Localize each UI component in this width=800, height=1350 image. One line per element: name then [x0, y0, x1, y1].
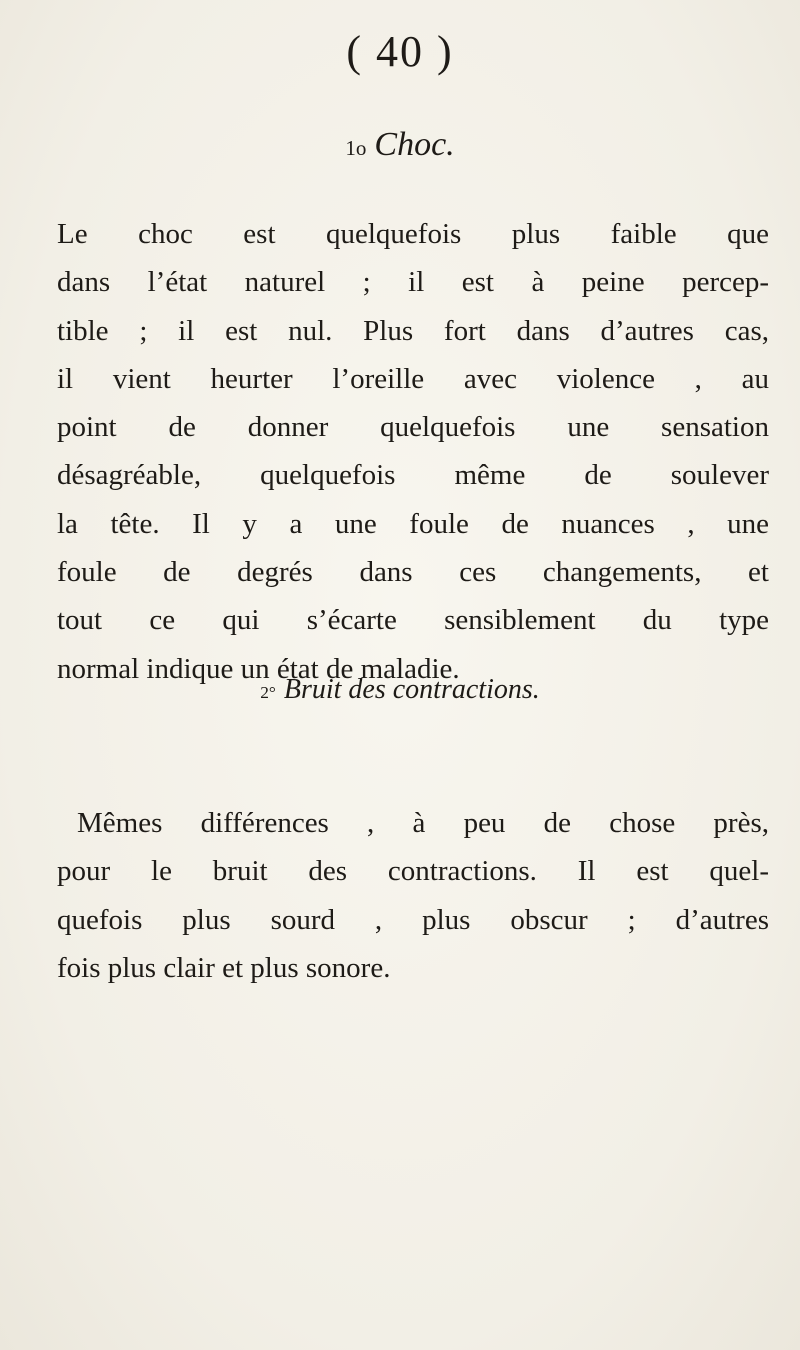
text-line: tible ; il est nul. Plus fort dans d’autres cas,	[57, 314, 769, 347]
paragraph-choc	[57, 210, 769, 693]
text-line: Mêmes différences , à peu de chose près,	[77, 807, 769, 839]
text-line: Le choc est quelquefois plus faible que	[57, 218, 769, 250]
text-line: quefois plus sourd , plus obscur ; d’autres	[57, 903, 769, 936]
text-line: foule de degrés dans ces changements, et	[57, 556, 769, 589]
text-line: normal indique un état de maladie.	[57, 652, 460, 685]
paragraph-bruit	[57, 799, 769, 992]
text-line: fois plus clair et plus sonore.	[57, 951, 391, 984]
text-line: point de donner quelquefois une sensation	[57, 411, 769, 444]
text-line: pour le bruit des contractions. Il est quel-	[57, 855, 769, 888]
section-heading-choc	[0, 126, 800, 164]
text-line: la tête. Il y a une foule de nuances , une	[57, 507, 769, 540]
page-number: ( 40 )	[346, 27, 454, 76]
section-number: 1o	[345, 136, 367, 160]
section-title: Bruit des contractions.	[283, 674, 540, 705]
section-heading-bruit	[0, 674, 800, 706]
text-line: dans l’état naturel ; il est à peine percep-	[57, 266, 769, 299]
section-title: Choc.	[374, 126, 455, 163]
text-line: tout ce qui s’écarte sensiblement du type	[57, 604, 769, 637]
text-line: désagréable, quelquefois même de soulever	[57, 459, 769, 492]
section-number: 2°	[260, 683, 276, 702]
text-line: il vient heurter l’oreille avec violence , au	[57, 362, 769, 395]
